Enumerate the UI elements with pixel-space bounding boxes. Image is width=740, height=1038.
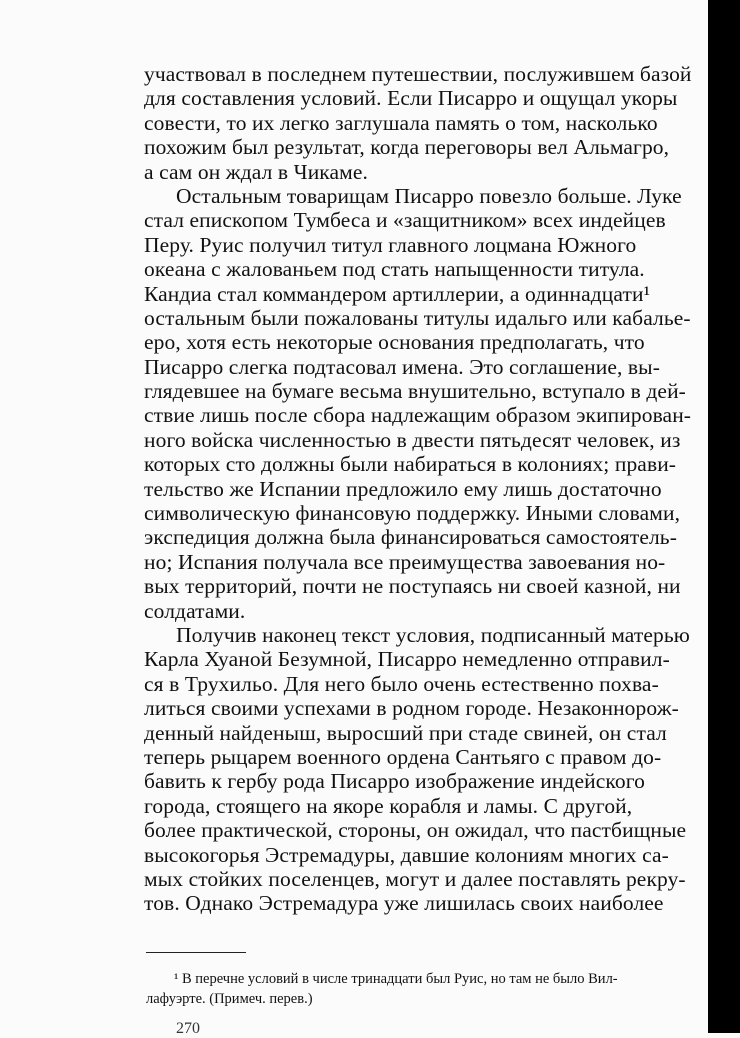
- page-number: 270: [176, 1020, 200, 1037]
- text-line: а сам он ждал в Чикаме.: [144, 159, 368, 184]
- text-line: литься своими успехами в родном городе. Незаконнорож-: [144, 696, 679, 721]
- text-line: ного войска численностью в двести пятьдесят человек, из: [144, 427, 681, 452]
- text-line: вых территорий, почти не поступаясь ни своей казной, ни: [144, 574, 681, 599]
- text-line: Перу. Руис получил титул главного лоцмана Южного: [144, 232, 637, 257]
- text-line: города, стоящего на якоре корабля и ламы. С другой,: [144, 793, 633, 818]
- text-line: еро, хотя есть некоторые основания предполагать, что: [144, 330, 645, 355]
- footnote-line: ¹ В перечне условий в числе тринадцати был Руис, но там не было Вил-: [174, 971, 618, 987]
- text-line: теперь рыцарем военного ордена Сантьяго с правом до-: [144, 744, 662, 769]
- footnote-line: лафуэрте. (Примеч. перев.): [146, 991, 313, 1007]
- text-line: символическую финансовую поддержку. Иными словами,: [144, 501, 681, 526]
- text-line: ся в Трухильо. Для него было очень естественно похва-: [144, 671, 659, 696]
- text-line: Кандиа стал коммандером артиллерии, а одиннадцати¹: [144, 281, 651, 306]
- text-line: экспедиция должна была финансироваться самостоятель-: [144, 525, 677, 550]
- text-line: глядевшее на бумаге весьма внушительно, вступало в дей-: [144, 379, 686, 404]
- text-line: бавить к гербу рода Писарро изображение индейского: [144, 769, 645, 794]
- scan-dark-edge: [708, 0, 740, 1033]
- text-line: Остальным товарищам Писарро повезло больше. Луке: [176, 183, 682, 208]
- text-line: тов. Однако Эстремадура уже лишилась своих наиболее: [144, 891, 664, 916]
- text-line: но; Испания получала все преимущества завоевания но-: [144, 549, 666, 574]
- footnote: [146, 969, 706, 1009]
- text-line: совести, то их легко заглушала память о том, насколько: [144, 110, 658, 135]
- text-line: денный найденыш, выросший при стаде свиней, он стал: [144, 720, 667, 745]
- text-line: мых стойких поселенцев, могут и далее поставлять рекру-: [144, 866, 686, 891]
- text-line: похожим был результат, когда переговоры вел Альмагро,: [144, 135, 670, 160]
- page-body: [144, 62, 704, 916]
- text-line: Карла Хуаной Безумной, Писарро немедленно отправил-: [144, 647, 670, 672]
- paragraph-2: [144, 184, 704, 623]
- text-line: тельство же Испании предложило ему лишь достаточно: [144, 476, 662, 501]
- paragraph-3: [144, 623, 704, 916]
- text-line: ствие лишь после сбора надлежащим образом экипирован-: [144, 403, 692, 428]
- text-line: стал епископом Тумбеса и «защитником» всех индейцев: [144, 208, 666, 233]
- paragraph-1: [144, 62, 704, 184]
- text-line: Писарро слегка подтасовал имена. Это соглашение, вы-: [144, 354, 660, 379]
- text-line: Получив наконец текст условия, подписанный матерью: [176, 622, 690, 647]
- text-line: более практической, стороны, он ожидал, что пастбищные: [144, 818, 687, 843]
- text-line: солдатами.: [144, 598, 246, 623]
- footnote-separator: [146, 952, 246, 953]
- text-line: океана с жалованьем под стать напыщенности титула.: [144, 257, 645, 282]
- text-line: остальным были пожалованы титулы идальго или кабалье-: [144, 305, 691, 330]
- text-line: которых сто должны были набираться в колониях; прави-: [144, 452, 677, 477]
- text-line: для составления условий. Если Писарро и ощущал укоры: [144, 86, 678, 111]
- text-line: высокогорья Эстремадуры, давшие колониям многих са-: [144, 842, 669, 867]
- text-line: участвовал в последнем путешествии, послужившем базой: [144, 62, 692, 86]
